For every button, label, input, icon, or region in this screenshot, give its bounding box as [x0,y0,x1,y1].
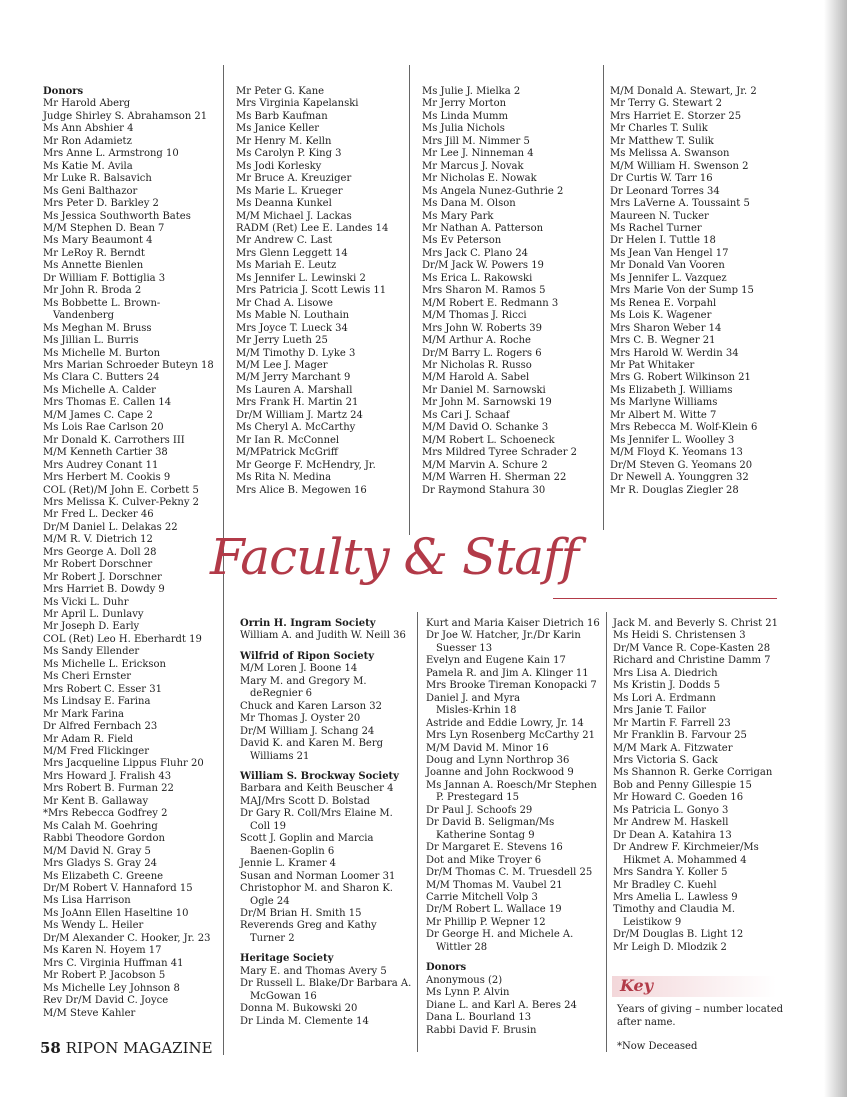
donor-name: deRegnier 6 [250,688,313,700]
donor-name: Christophor M. and Sharon K. [240,883,393,895]
donor-name: Vandenberg [53,310,114,322]
donor-name: Richard and Christine Damm 7 [613,655,771,667]
donor-name: Chuck and Karen Larson 32 [240,700,382,712]
donor-name: Mrs Thomas E. Callen 14 [43,397,172,409]
donor-name: Mrs Frank H. Martin 21 [236,397,359,409]
donor-column-7 [613,618,778,954]
donor-name: Mrs Anne L. Armstrong 10 [43,148,179,160]
donor-name: Rabbi Theodore Gordon [43,833,165,845]
donor-name: Kurt and Maria Kaiser Dietrich 16 [426,618,600,629]
donor-name: Dr Linda M. Clemente 14 [240,1015,369,1027]
donor-name: Astride and Eddie Lowry, Jr. 14 [426,717,584,729]
donor-name: Mrs Robert B. Furman 22 [43,783,174,795]
donor-name: Dr/M William J. Martz 24 [236,409,363,421]
donor-name: Mr Fred L. Decker 46 [43,509,154,521]
donor-name: Hikmet A. Mohammed 4 [623,854,747,866]
donor-name: Ms Jean Van Hengel 17 [610,247,729,259]
donor-name: Daniel J. and Myra [426,692,521,704]
donor-name: Ms Carolyn P. King 3 [236,148,342,160]
donor-name: Judge Shirley S. Abrahamson 21 [43,110,208,122]
donor-name: Mr Robert P. Jacobson 5 [43,970,166,982]
donor-name: Ms Cari J. Schaaf [422,409,510,421]
donor-name: Ms Erica L. Rakowski [422,272,533,284]
donor-name: M/M William H. Swenson 2 [610,160,749,172]
donor-name: Susan and Norman Loomer 31 [240,870,396,882]
donor-name: Mr Martin F. Farrell 23 [613,717,731,729]
name-list [240,966,411,1028]
donor-name: Ms Cheryl A. McCarthy [236,422,356,434]
donor-name: Ms Julia Nichols [422,123,505,135]
donor-name: Ms Rachel Turner [610,222,702,234]
donor-name: Ms Janice Keller [236,123,320,135]
donor-name: Mr Nicholas R. Russo [422,359,532,371]
donor-name: Dr/M Vance R. Cope-Kasten 28 [613,642,771,654]
title-rule [553,598,777,599]
donor-name: Dr George H. and Michele A. [426,929,574,941]
donor-name: Mr R. Douglas Ziegler 28 [610,484,739,496]
donor-name: Ms Mary Park [422,210,494,222]
donor-name: David K. and Karen M. Berg [240,738,384,750]
donor-name: Mr Leigh D. Mlodzik 2 [613,941,727,953]
donor-name: Katherine Sontag 9 [436,829,535,841]
donor-name: M/M Steve Kahler [43,1007,136,1019]
donor-name: Ms Julie J. Mielka 2 [422,86,521,97]
donor-name: Ms Michelle M. Burton [43,347,161,359]
donor-name: Mrs Amelia L. Lawless 9 [613,891,738,903]
donor-name: Dr/M Thomas C. M. Truesdell 25 [426,867,593,879]
donor-name: Ms Lois K. Wagener [610,310,712,322]
donor-name: Ms Barb Kaufman [236,110,328,122]
donor-name: William A. and Judith W. Neill 36 [240,630,406,642]
key-title: Key [620,976,654,995]
name-list [240,783,411,945]
donor-name: Doug and Lynn Northrop 36 [426,754,570,766]
donor-name: Ms Mable N. Louthain [236,310,350,322]
donor-name: Dr Dean A. Katahira 13 [613,829,732,841]
donor-name: Ms Dana M. Olson [422,198,516,210]
donor-name: M/M Loren J. Boone 14 [240,663,358,675]
donor-name: Mrs LaVerne A. Toussaint 5 [610,198,750,210]
donor-name: Wittler 28 [436,941,488,953]
donor-column-2 [236,86,388,497]
donor-name: Mrs Harold W. Werdin 34 [610,347,739,359]
name-list [43,98,214,1020]
donor-name: Ms Elizabeth C. Greene [43,870,164,882]
donor-name: Mrs Mildred Tyree Schrader 2 [422,447,578,459]
donor-name: Mrs Glenn Leggett 14 [236,247,348,259]
donor-name: Mrs Harriet B. Dowdy 9 [43,584,165,596]
section-heading-ingram: Orrin H. Ingram Society [240,618,376,629]
donor-name: Ms Angela Nunez-Guthrie 2 [422,185,564,197]
donor-name: Mr Nathan A. Patterson [422,222,544,234]
donor-name: Coll 19 [250,820,286,832]
column-divider [409,65,410,535]
donor-name: Mr Kent B. Gallaway [43,795,149,807]
donor-name: Mr Donald Van Vooren [610,260,725,272]
donor-name: M/M Michael J. Lackas [236,210,352,222]
donor-name: Mr Jerry Lueth 25 [236,335,328,347]
donor-name: Mrs Brooke Tireman Konopacki 7 [426,680,597,692]
donor-name: Mr Thomas J. Oyster 20 [240,713,361,725]
column-divider [603,65,604,530]
donor-name: Rabbi David F. Brusin [426,1024,537,1036]
donor-name: Mr Robert J. Dorschner [43,571,162,583]
donor-name: Ogle 24 [250,895,290,907]
donor-name: Dr Alfred Fernbach 23 [43,721,158,733]
donor-name: M/M R. V. Dietrich 12 [43,534,153,546]
donor-name: Mrs Sandra Y. Koller 5 [613,867,728,879]
donor-name: Mrs Howard J. Fralish 43 [43,770,172,782]
donor-name: Leistikow 9 [623,916,682,928]
donor-name: Dr/M Alexander C. Hooker, Jr. 23 [43,932,211,944]
donor-name: Mr Andrew M. Haskell [613,817,729,829]
donor-name: Dr Curtis W. Tarr 16 [610,173,713,185]
donor-name: Ms Wendy L. Heiler [43,920,144,932]
donor-name: Mrs Alice B. Megowen 16 [236,484,367,496]
donor-name: Mr Robert Dorschner [43,559,153,571]
donor-name: Mr Harold Aberg [43,98,131,110]
donor-name: Ms Jodi Korlesky [236,160,322,172]
donor-name: Mary E. and Thomas Avery 5 [240,965,387,977]
donor-name: Ms Deanna Kunkel [236,198,332,210]
donor-name: Mr Marcus J. Novak [422,160,524,172]
donor-name: Mrs Jacqueline Lippus Fluhr 20 [43,758,204,770]
donor-name: Mrs Janie T. Failor [613,705,707,717]
name-list [610,86,757,497]
donor-name: Dr/M Barry L. Rogers 6 [422,347,542,359]
page-footer [40,1039,213,1057]
donor-name: Ms Meghan M. Bruss [43,322,152,334]
donor-name: Mrs Virginia Kapelanski [236,98,359,110]
donor-name: M/M Floyd K. Yeomans 13 [610,447,743,459]
donor-name: Dr/M Robert L. Wallace 19 [426,904,562,916]
donor-name: Pamela R. and Jim A. Klinger 11 [426,667,589,679]
donor-name: Ms Karen N. Hoyem 17 [43,945,162,957]
donor-name: Mr Henry M. Kelln [236,135,332,147]
donor-name: Mary M. and Gregory M. [240,675,367,687]
donor-name: Ms Kristin J. Dodds 5 [613,680,721,692]
donor-name: Ms Renea E. Vorpahl [610,297,717,309]
donor-name: Ms Clara C. Butters 24 [43,372,160,384]
donor-name: Timothy and Claudia M. [613,904,736,916]
donor-name: M/M Robert L. Schoeneck [422,434,555,446]
donor-name: Mr Terry G. Stewart 2 [610,98,723,110]
donor-name: Ms Lauren A. Marshall [236,384,353,396]
donor-name: Mr Luke R. Balsavich [43,173,152,185]
donor-name: M/M Harold A. Sabel [422,372,530,384]
name-list [426,975,600,1037]
donor-name: Mrs Joyce T. Lueck 34 [236,322,348,334]
donor-name: M/M Robert E. Redmann 3 [422,297,559,309]
donor-name: M/M Kenneth Cartier 38 [43,447,168,459]
donor-name: M/M Timothy D. Lyke 3 [236,347,356,359]
donor-name: Dr William F. Bottiglia 3 [43,272,166,284]
donor-name: Mrs Sharon M. Ramos 5 [422,285,546,297]
name-list [613,618,778,954]
donor-name: Mr Ian R. McConnel [236,434,340,446]
donor-name: Dr Joe W. Hatcher, Jr./Dr Karin [426,630,581,642]
donor-name: Dot and Mike Troyer 6 [426,854,542,866]
donor-name: Mr April L. Dunlavy [43,609,144,621]
donor-name: Ms Lois Rae Carlson 20 [43,422,164,434]
donor-name: Ms Ev Peterson [422,235,502,247]
donor-column-1 [43,86,214,1020]
name-list [240,663,411,763]
donor-name: Mrs Marian Schroeder Buteyn 18 [43,359,214,371]
donor-name: Mr Lee J. Ninneman 4 [422,148,534,160]
section-heading-wilfrid: Wilfrid of Ripon Society [240,650,375,662]
name-list [426,618,600,954]
section-heading-donors: Donors [43,86,84,97]
donor-name: Ms Lindsay E. Farina [43,696,151,708]
donor-name: Dr Helen I. Tuttle 18 [610,235,716,247]
donor-name: Mrs John W. Roberts 39 [422,322,543,334]
donor-name: M/M Lee J. Mager [236,359,328,371]
donor-name: Mrs Patricia J. Scott Lewis 11 [236,285,387,297]
donor-name: Mrs Lisa A. Diedrich [613,667,718,679]
column-divider [417,612,418,1052]
page-number: 58 [40,1039,61,1057]
donor-name: M/M Arthur A. Roche [422,335,531,347]
donor-name: Dr Andrew F. Kirchmeier/Ms [613,842,759,854]
donor-name: MAJ/Mrs Scott D. Bolstad [240,795,370,807]
donor-name: M/M Marvin A. Schure 2 [422,459,548,471]
donor-column-3 [422,86,577,497]
donor-name: Ms Marie L. Krueger [236,185,343,197]
donor-name: Mrs Rebecca M. Wolf-Klein 6 [610,422,758,434]
donor-name: Baenen-Goplin 6 [250,845,335,857]
donor-name: Ms Rita N. Medina [236,472,332,484]
donor-name: Ms Mariah E. Leutz [236,260,337,272]
donor-name: Dr Newell A. Younggren 32 [610,472,749,484]
donor-name: Mr Peter G. Kane [236,86,325,97]
donor-name: M/M Donald A. Stewart, Jr. 2 [610,86,757,97]
donor-name: Ms Katie M. Avila [43,160,133,172]
donor-name: M/M Thomas J. Ricci [422,310,527,322]
donor-column-6 [426,618,600,1037]
donor-name: M/M Warren H. Sherman 22 [422,472,567,484]
donor-name: Dr/M Brian H. Smith 15 [240,907,362,919]
donor-name: Mrs C. B. Wegner 21 [610,335,716,347]
donor-name: Mr Nicholas E. Nowak [422,173,537,185]
donor-name: Dr Russell L. Blake/Dr Barbara A. [240,978,412,990]
donor-name: Ms Vicki L. Duhr [43,596,129,608]
donor-name: COL (Ret)/M John E. Corbett 5 [43,484,199,496]
donor-name: Mr Bradley C. Kuehl [613,879,717,891]
donor-name: Mrs Jack C. Plano 24 [422,247,529,259]
donor-name: M/M Jerry Marchant 9 [236,372,351,384]
donor-name: Mr LeRoy R. Berndt [43,247,145,259]
donor-name: Ms Michelle A. Calder [43,384,156,396]
donor-name: Dr/M Jack W. Powers 19 [422,260,544,272]
donor-name: M/M Fred Flickinger [43,746,149,758]
donor-name: Ms Ann Abshier 4 [43,123,134,135]
donor-name: Dr/M Steven G. Yeomans 20 [610,459,753,471]
donor-name: Mr Howard C. Goeden 16 [613,792,744,804]
page-title: Faculty & Staff [210,528,579,586]
donor-name: Ms Lori A. Erdmann [613,692,716,704]
donor-name: Mr Chad A. Lisowe [236,297,333,309]
donor-name: Ms JoAnn Ellen Haseltine 10 [43,907,189,919]
section-heading-brockway: William S. Brockway Society [240,770,399,782]
donor-name: M/M Stephen D. Bean 7 [43,222,165,234]
donor-name: Mr Charles T. Sulik [610,123,708,135]
donor-name: Ms Marlyne Williams [610,397,718,409]
donor-name: *Mrs Rebecca Godfrey 2 [43,808,168,820]
donor-name: Diane L. and Karl A. Beres 24 [426,999,577,1011]
donor-name: Anonymous (2) [426,974,503,986]
donor-name: Mr John M. Sarnowski 19 [422,397,552,409]
donor-name: Rev Dr/M David C. Joyce [43,995,169,1007]
donor-name: COL (Ret) Leo H. Eberhardt 19 [43,633,202,645]
donor-name: Ms Calah M. Goehring [43,820,158,832]
donor-name: Mr Jerry Morton [422,98,507,110]
donor-name: McGowan 16 [250,990,317,1002]
donor-name: Ms Jillian L. Burris [43,335,139,347]
donor-name: Mrs G. Robert Wilkinson 21 [610,372,751,384]
section-heading-heritage: Heritage Society [240,953,334,965]
donor-name: Mrs C. Virginia Huffman 41 [43,957,184,969]
donor-name: Mr Matthew T. Sulik [610,135,714,147]
donor-name: Ms Jannan A. Roesch/Mr Stephen [426,779,597,791]
donor-name: Ms Cheri Ernster [43,671,132,683]
donor-name: Mr Franklin B. Farvour 25 [613,730,747,742]
section-heading-donors-bottom: Donors [426,962,467,974]
donor-name: Mr Adam R. Field [43,733,133,745]
name-list [422,86,577,497]
donor-name: Mrs Gladys S. Gray 24 [43,858,157,870]
donor-name: Ms Michelle Ley Johnson 8 [43,982,180,994]
magazine-name: RIPON MAGAZINE [65,1039,213,1057]
donor-name: Scott J. Goplin and Marcia [240,833,374,845]
donor-name: Ms Bobbette L. Brown- [43,297,161,309]
donor-name: Ms Jennifer L. Woolley 3 [610,434,735,446]
donor-name: M/M David M. Minor 16 [426,742,549,754]
key-deceased-note: *Now Deceased [617,1041,698,1052]
donor-name: Bob and Penny Gillespie 15 [613,779,752,791]
donor-name: Ms Elizabeth J. Williams [610,384,733,396]
donor-name: Mrs Robert C. Esser 31 [43,683,162,695]
donor-name: Mrs Lyn Rosenberg McCarthy 21 [426,730,596,742]
donor-name: Misles-Krhin 18 [436,705,517,717]
donor-name: Mrs Harriet E. Storzer 25 [610,110,742,122]
donor-name: M/M David O. Schanke 3 [422,422,549,434]
donor-name: Dr Margaret E. Stevens 16 [426,842,563,854]
donor-name: Jack M. and Beverly S. Christ 21 [613,618,779,629]
donor-name: Ms Patricia L. Gonyo 3 [613,804,729,816]
donor-column-4 [610,86,757,497]
donor-name: Ms Jennifer L. Vazquez [610,272,727,284]
name-list [236,86,388,497]
donor-name: Ms Lisa Harrison [43,895,131,907]
column-divider [606,612,607,1052]
donor-name: Dr David B. Seligman/Ms [426,817,555,829]
donor-name: M/MPatrick McGriff [236,447,338,459]
donor-name: Dr/M Douglas B. Light 12 [613,929,744,941]
donor-name: Mrs Jill M. Nimmer 5 [422,135,530,147]
donor-name: Dr Paul J. Schoofs 29 [426,804,533,816]
donor-name: Ms Melissa A. Swanson [610,148,730,160]
donor-name: Ms Mary Beaumont 4 [43,235,153,247]
donor-name: Dana L. Bourland 13 [426,1012,532,1024]
donor-name: Mr Ron Adamietz [43,135,132,147]
donor-name: Mrs Victoria S. Gack [613,754,718,766]
donor-name: Mr Mark Farina [43,708,125,720]
donor-name: Joanne and John Rockwood 9 [426,767,574,779]
donor-name: Reverends Greg and Kathy [240,920,377,932]
donor-name: Ms Sandy Ellender [43,646,140,658]
donor-name: Mr John R. Broda 2 [43,285,142,297]
donor-name: Mr Joseph D. Early [43,621,140,633]
donor-name: Jennie L. Kramer 4 [240,858,337,870]
donor-name: Mr Albert M. Witte 7 [610,409,717,421]
donor-name: Williams 21 [250,750,310,762]
donor-name: M/M Thomas M. Vaubel 21 [426,879,563,891]
donor-name: Mrs Marie Von der Sump 15 [610,285,754,297]
donor-name: Dr Raymond Stahura 30 [422,484,546,496]
donor-name: M/M James C. Cape 2 [43,409,153,421]
donor-name: M/M Mark A. Fitzwater [613,742,733,754]
donor-name: Mr Bruce A. Kreuziger [236,173,352,185]
donor-name: RADM (Ret) Lee E. Landes 14 [236,222,389,234]
name-list [240,630,411,642]
page-edge-shadow [824,0,847,1097]
donor-name: Ms Annette Bienlen [43,260,144,272]
donor-name: P. Prestegard 15 [436,792,520,804]
donor-name: Ms Lynn P. Alvin [426,987,510,999]
donor-name: M/M David N. Gray 5 [43,845,151,857]
donor-name: Dr/M Robert V. Hannaford 15 [43,883,193,894]
donor-name: Mr Andrew C. Last [236,235,333,247]
donor-name: Ms Jessica Southworth Bates [43,210,191,222]
donor-name: Dr Gary R. Coll/Mrs Elaine M. [240,808,393,820]
donor-name: Mr Donald K. Carrothers III [43,434,185,446]
donor-name: Dr/M William J. Schang 24 [240,725,375,737]
donor-name: Mrs Peter D. Barkley 2 [43,198,159,210]
donor-name: Mrs Herbert M. Cookis 9 [43,472,171,484]
donor-name: Maureen N. Tucker [610,210,709,222]
donor-name: Mrs Sharon Weber 14 [610,322,722,334]
donor-name: Barbara and Keith Beuscher 4 [240,783,394,795]
donor-name: Turner 2 [250,932,295,944]
donor-name: Ms Shannon R. Gerke Corrigan [613,767,773,779]
key-description: Years of giving – number located after name. [617,1004,784,1028]
donor-name: Suesser 13 [436,642,493,654]
donor-name: Ms Linda Mumm [422,110,509,122]
donor-name: Mr George F. McHendry, Jr. [236,459,376,471]
society-column [240,618,411,1028]
donor-name: Mr Daniel M. Sarnowski [422,384,546,396]
donor-name: Mr Phillip P. Wepner 12 [426,916,546,928]
donor-name: Carrie Mitchell Volp 3 [426,891,538,903]
donor-name: Ms Jennifer L. Lewinski 2 [236,272,366,284]
donor-name: Ms Geni Balthazor [43,185,138,197]
donor-name: Evelyn and Eugene Kain 17 [426,655,566,667]
donor-name: Dr/M Daniel L. Delakas 22 [43,521,178,533]
donor-name: Ms Heidi S. Christensen 3 [613,630,746,642]
donor-name: Dr Leonard Torres 34 [610,185,720,197]
donor-name: Mrs Melissa K. Culver-Pekny 2 [43,496,200,508]
donor-name: Donna M. Bukowski 20 [240,1003,358,1015]
donor-name: Mrs George A. Doll 28 [43,546,157,558]
donor-name: Ms Michelle L. Erickson [43,658,166,670]
donor-name: Mr Pat Whitaker [610,359,695,371]
donor-name: Mrs Audrey Conant 11 [43,459,159,471]
